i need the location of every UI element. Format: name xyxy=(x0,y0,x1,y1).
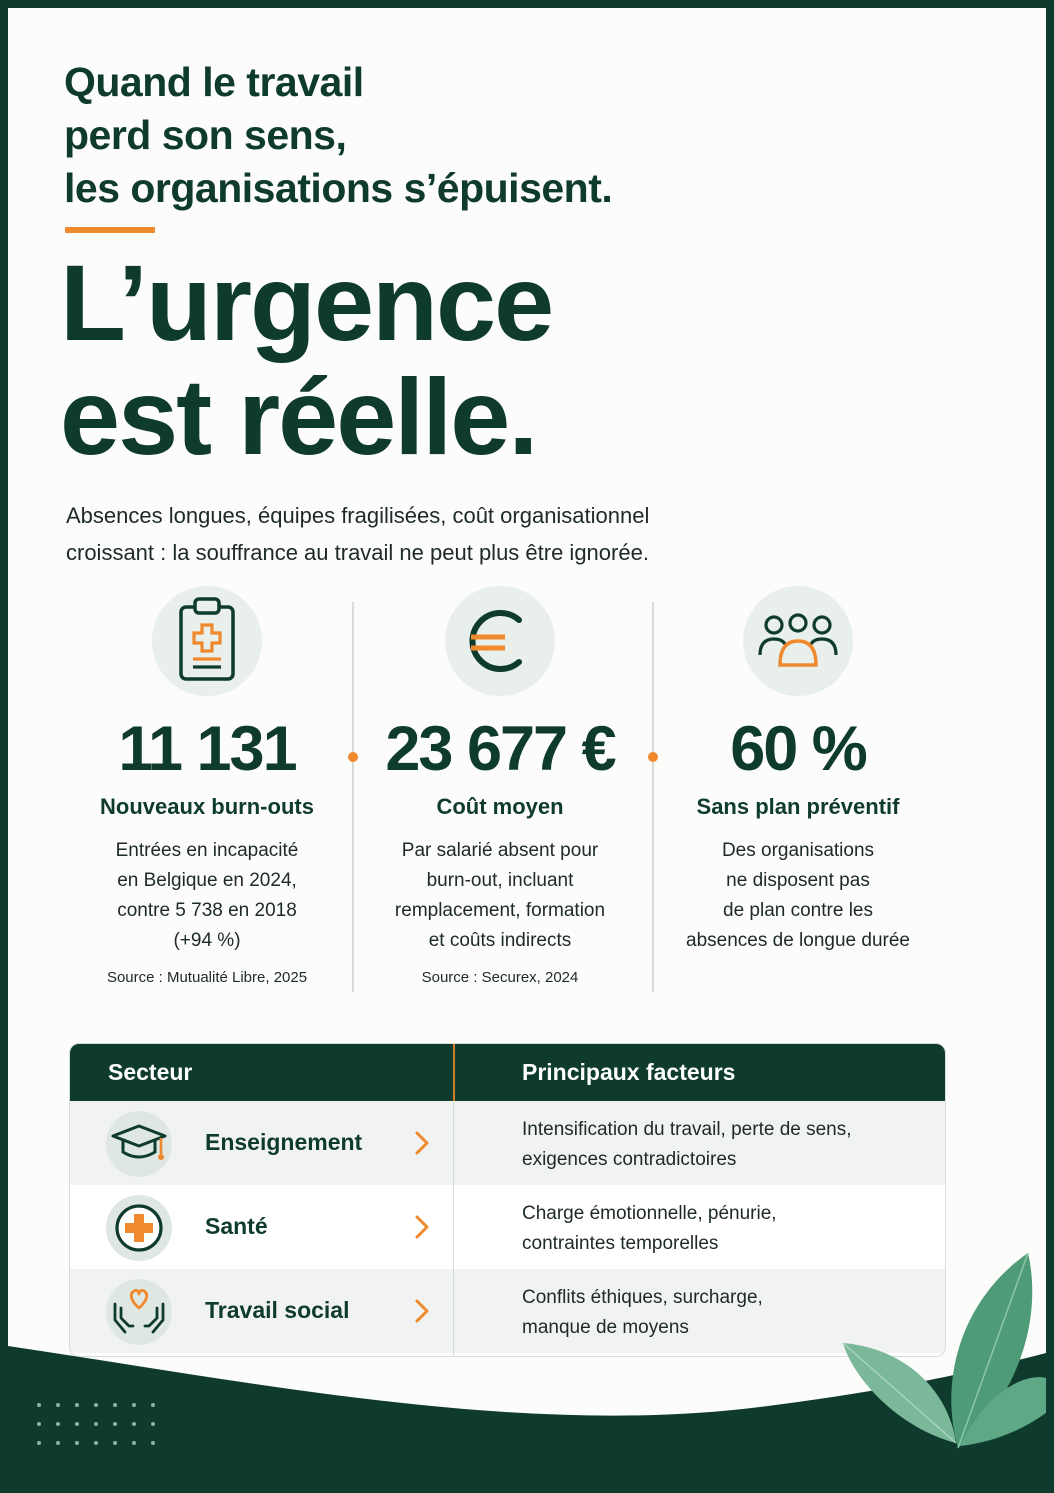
desc-line: absences de longue durée xyxy=(686,930,910,951)
stat-prevention xyxy=(648,586,948,956)
sector-name: Enseignement xyxy=(205,1129,363,1155)
intro-line: croissant : la souffrance au travail ne peut plus être ignorée. xyxy=(66,540,649,565)
desc-line: Par salarié absent pour xyxy=(401,840,599,861)
intro-text xyxy=(66,497,649,571)
factor-line: exigences contradictoires xyxy=(522,1149,737,1170)
desc-line: Entrées en incapacité xyxy=(115,840,299,861)
stat-value: 23 677 € xyxy=(385,714,615,784)
stat-source: Source : Mutualité Libre, 2025 xyxy=(106,969,308,986)
stat-description xyxy=(648,836,948,956)
desc-line: remplacement, formation xyxy=(394,900,606,921)
stat-icon-bg xyxy=(445,586,555,696)
table-row[interactable] xyxy=(70,1185,945,1269)
page-title xyxy=(60,242,553,477)
group-icon xyxy=(758,611,838,671)
title-line: L’urgence xyxy=(60,242,553,363)
stat-icon-bg xyxy=(743,586,853,696)
headline-line: les organisations s’épuisent. xyxy=(64,165,613,211)
desc-line: burn-out, incluant xyxy=(426,870,574,891)
chevron-right-icon[interactable] xyxy=(414,1213,430,1241)
stat-icon-bg xyxy=(152,586,262,696)
factor-line: Intensification du travail, perte de sens, xyxy=(522,1119,852,1140)
leaves-decoration xyxy=(828,1238,1046,1485)
factor-line: Conflits éthiques, surcharge, xyxy=(522,1287,763,1308)
stat-value: 11 131 xyxy=(118,714,296,784)
row-icon-bg xyxy=(106,1111,172,1177)
medical-cross-icon xyxy=(113,1202,165,1254)
stat-label: Coût moyen xyxy=(436,794,564,819)
euro-icon xyxy=(465,606,535,676)
factor-line: Charge émotionnelle, pénurie, xyxy=(522,1203,777,1224)
chevron-right-icon[interactable] xyxy=(414,1129,430,1157)
headline-line: perd son sens, xyxy=(64,112,347,158)
sector-table xyxy=(69,1043,946,1357)
desc-line: contre 5 738 en 2018 xyxy=(117,900,297,921)
desc-line: de plan contre les xyxy=(723,900,873,921)
stat-label: Nouveaux burn-outs xyxy=(100,794,314,819)
factor-line: manque de moyens xyxy=(522,1317,689,1338)
table-row[interactable] xyxy=(70,1101,945,1185)
desc-line: Des organisations xyxy=(721,840,875,861)
graduation-cap-icon xyxy=(111,1122,167,1166)
factor-line: contraintes temporelles xyxy=(522,1233,719,1254)
stat-value: 60 % xyxy=(730,714,866,784)
desc-line: et coûts indirects xyxy=(428,930,572,951)
sector-factors xyxy=(522,1115,922,1175)
column-header-factors: Principaux facteurs xyxy=(522,1059,736,1085)
headline-line: Quand le travail xyxy=(64,59,364,105)
column-divider xyxy=(453,1101,454,1357)
stat-source: Source : Securex, 2024 xyxy=(421,969,579,986)
accent-divider xyxy=(65,227,155,233)
dot-pattern-decoration xyxy=(36,1402,176,1452)
desc-line: en Belgique en 2024, xyxy=(117,870,297,891)
row-icon-bg xyxy=(106,1195,172,1261)
sector-name: Travail social xyxy=(205,1297,350,1323)
stat-cost xyxy=(350,586,650,988)
chevron-right-icon[interactable] xyxy=(414,1297,430,1325)
column-header-sector: Secteur xyxy=(108,1059,193,1085)
stat-description xyxy=(350,836,650,956)
headline xyxy=(64,56,612,215)
desc-line: (+94 %) xyxy=(173,930,241,951)
stat-description xyxy=(57,836,357,956)
clipboard-medical-icon xyxy=(175,597,239,685)
stat-label: Sans plan préventif xyxy=(696,794,900,819)
header-divider xyxy=(453,1044,455,1101)
desc-line: ne disposent pas xyxy=(726,870,870,891)
sector-name: Santé xyxy=(205,1213,268,1239)
intro-line: Absences longues, équipes fragilisées, coût organisationnel xyxy=(66,503,650,528)
table-header xyxy=(70,1044,945,1101)
stat-burnouts xyxy=(57,586,357,988)
title-line: est réelle. xyxy=(60,356,537,477)
page xyxy=(8,8,1046,1485)
